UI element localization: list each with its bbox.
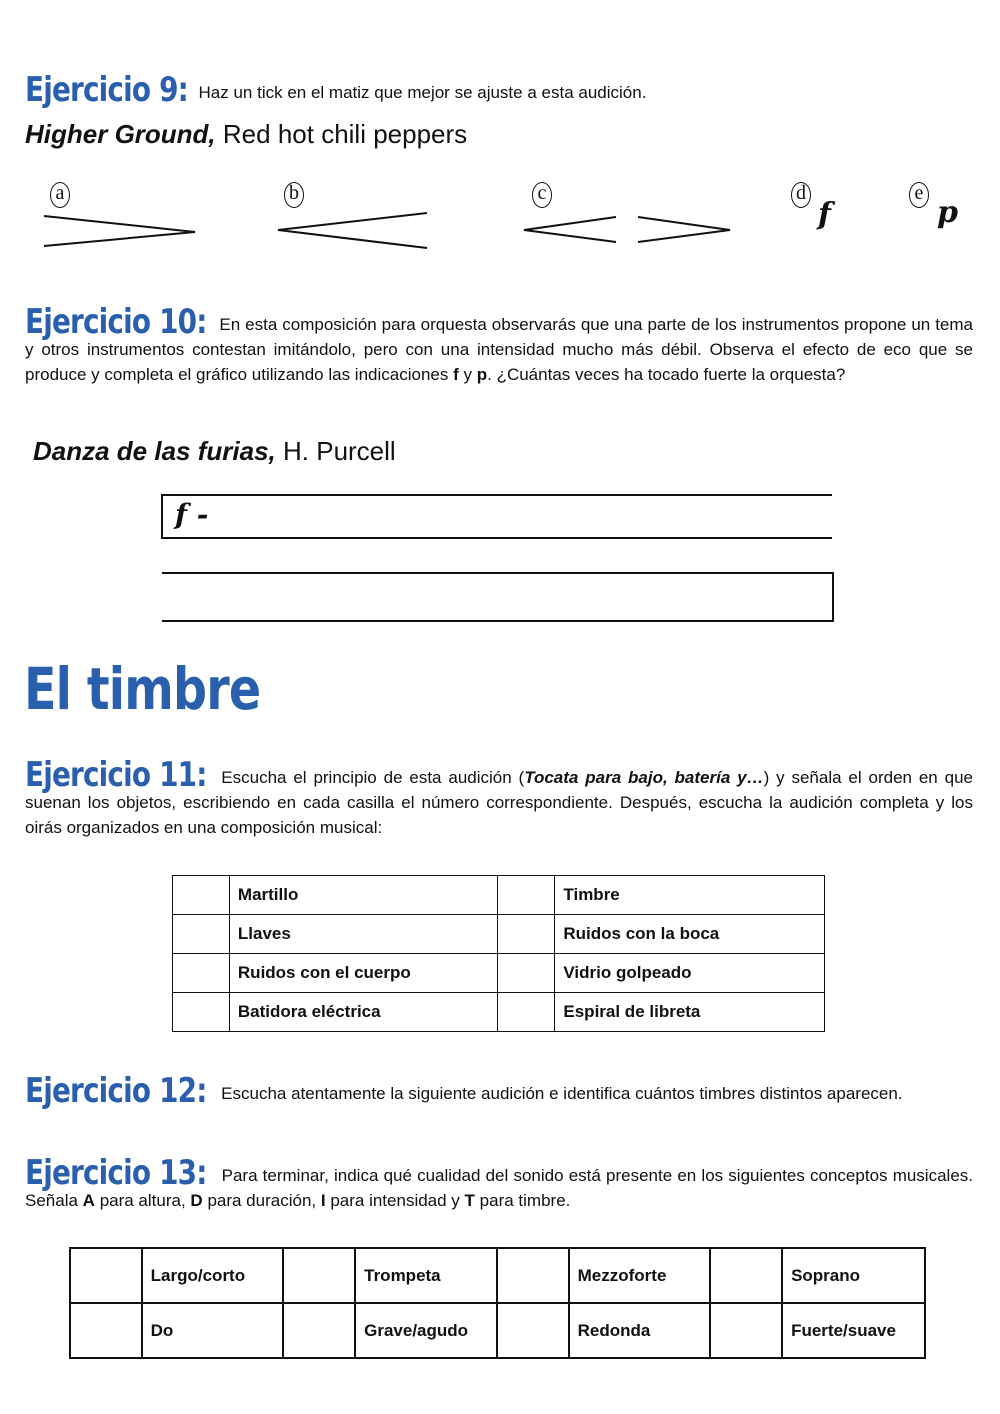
object-cell: Espiral de libreta bbox=[555, 993, 825, 1032]
ex13-body bbox=[25, 1153, 973, 1213]
object-cell: Martillo bbox=[229, 876, 498, 915]
ex10-song-title: Danza de las furias, bbox=[33, 436, 276, 466]
ex13-i: I bbox=[320, 1191, 326, 1210]
ex11-text-1: Escucha el principio de esta audición ( bbox=[221, 768, 525, 787]
ex9-song-title: Higher Ground, bbox=[25, 119, 216, 149]
option-b-label[interactable]: b bbox=[284, 182, 304, 208]
ex10-title: Ejercicio 10: bbox=[25, 302, 207, 342]
concept-cell: Mezzoforte bbox=[569, 1248, 711, 1303]
ex12-text: Escucha atentamente la siguiente audición e identifica cuántos timbres distintos aparecen. bbox=[221, 1084, 903, 1103]
concept-cell: Trompeta bbox=[355, 1248, 497, 1303]
answer-input-cell[interactable] bbox=[70, 1248, 142, 1303]
concept-cell: Grave/agudo bbox=[355, 1303, 497, 1358]
object-cell: Vidrio golpeado bbox=[555, 954, 825, 993]
ex10-p: p bbox=[476, 365, 488, 384]
ex13-a-text: para altura, bbox=[99, 1191, 186, 1210]
concept-cell: Soprano bbox=[782, 1248, 925, 1303]
section-title: El timbre bbox=[24, 655, 261, 723]
object-cell: Ruidos con la boca bbox=[555, 915, 825, 954]
table-row bbox=[173, 876, 825, 915]
ex12-heading bbox=[25, 1071, 973, 1111]
table-row bbox=[70, 1303, 925, 1358]
order-input-cell[interactable] bbox=[498, 876, 555, 915]
option-c-label[interactable]: c bbox=[532, 182, 552, 208]
ex11-body bbox=[25, 755, 973, 840]
dynamics-box-2[interactable] bbox=[162, 572, 834, 622]
ex11-text-2: ) y señala el orden en que suenan los objetos, escribiendo en cada casilla el número correspondiente. Después, escucha la audición completa y los oirás organizados en una composición musical: bbox=[25, 768, 973, 837]
ex13-t: T bbox=[464, 1191, 475, 1210]
answer-input-cell[interactable] bbox=[497, 1248, 569, 1303]
object-cell: Batidora eléctrica bbox=[229, 993, 498, 1032]
ex9-options bbox=[0, 175, 1000, 260]
ex10-text-1: En esta composición para orquesta observarás que una parte de los instrumentos propone un tema y otros instrumentos contestan imitándolo, pero con una intensidad mucho más débil. Observa el efecto de eco que se produce y completa el gráfico utilizando las indicaciones bbox=[25, 315, 973, 384]
ex10-text-2: . ¿Cuántas veces ha tocado fuerte la orquesta? bbox=[487, 365, 846, 384]
ex10-f: f bbox=[453, 365, 459, 384]
answer-input-cell[interactable] bbox=[710, 1303, 782, 1358]
order-input-cell[interactable] bbox=[173, 915, 230, 954]
ex11-title: Ejercicio 11: bbox=[25, 755, 207, 795]
crescendo-symbol[interactable] bbox=[272, 210, 432, 250]
ex9-song-artist: Red hot chili peppers bbox=[222, 119, 468, 149]
ex9-title: Ejercicio 9: bbox=[25, 70, 189, 110]
answer-input-cell[interactable] bbox=[283, 1303, 355, 1358]
ex9-heading bbox=[25, 70, 973, 110]
order-input-cell[interactable] bbox=[498, 993, 555, 1032]
order-input-cell[interactable] bbox=[498, 915, 555, 954]
concept-cell: Do bbox=[142, 1303, 284, 1358]
concept-cell: Redonda bbox=[569, 1303, 711, 1358]
option-a-label[interactable]: a bbox=[50, 182, 70, 208]
ex13-a: A bbox=[82, 1191, 95, 1210]
order-input-cell[interactable] bbox=[173, 876, 230, 915]
ex11-table bbox=[172, 875, 825, 1032]
decrescendo-symbol[interactable] bbox=[40, 210, 200, 250]
piano-symbol[interactable]: p bbox=[937, 195, 958, 230]
dynamics-box-1[interactable] bbox=[161, 494, 832, 539]
table-row bbox=[173, 993, 825, 1032]
ex13-title: Ejercicio 13: bbox=[25, 1153, 207, 1193]
ex10-song bbox=[33, 436, 396, 467]
table-row bbox=[70, 1248, 925, 1303]
dynamics-start-mark: f - bbox=[175, 498, 209, 531]
ex9-song bbox=[25, 119, 467, 150]
ex9-instruction: Haz un tick en el matiz que mejor se ajuste a esta audición. bbox=[198, 83, 647, 102]
ex13-d: D bbox=[190, 1191, 203, 1210]
answer-input-cell[interactable] bbox=[497, 1303, 569, 1358]
concept-cell: Fuerte/suave bbox=[782, 1303, 925, 1358]
option-e-label[interactable]: e bbox=[909, 182, 929, 208]
ex13-t-text: para timbre. bbox=[479, 1191, 571, 1210]
object-cell: Llaves bbox=[229, 915, 498, 954]
forte-symbol[interactable]: f bbox=[818, 197, 831, 232]
ex13-table bbox=[69, 1247, 926, 1359]
object-cell: Timbre bbox=[555, 876, 825, 915]
ex10-song-artist: H. Purcell bbox=[283, 436, 396, 466]
table-row bbox=[173, 954, 825, 993]
option-d-label[interactable]: d bbox=[791, 182, 811, 208]
answer-input-cell[interactable] bbox=[283, 1248, 355, 1303]
answer-input-cell[interactable] bbox=[70, 1303, 142, 1358]
order-input-cell[interactable] bbox=[173, 954, 230, 993]
ex12-title: Ejercicio 12: bbox=[25, 1071, 207, 1111]
answer-input-cell[interactable] bbox=[710, 1248, 782, 1303]
concept-cell: Largo/corto bbox=[142, 1248, 284, 1303]
ex13-text-1: Para terminar, indica qué cualidad del sonido está presente en los siguientes conceptos musicales. Señala bbox=[25, 1166, 973, 1210]
ex13-d-text: para duración, bbox=[207, 1191, 317, 1210]
ex13-i-text: para intensidad y bbox=[330, 1191, 460, 1210]
ex10-y: y bbox=[463, 365, 472, 384]
object-cell: Ruidos con el cuerpo bbox=[229, 954, 498, 993]
ex11-audio: Tocata para bajo, batería y… bbox=[524, 768, 764, 787]
crescendo-decrescendo-symbol[interactable] bbox=[520, 212, 735, 246]
ex10-body bbox=[25, 302, 973, 387]
table-row bbox=[173, 915, 825, 954]
order-input-cell[interactable] bbox=[498, 954, 555, 993]
order-input-cell[interactable] bbox=[173, 993, 230, 1032]
